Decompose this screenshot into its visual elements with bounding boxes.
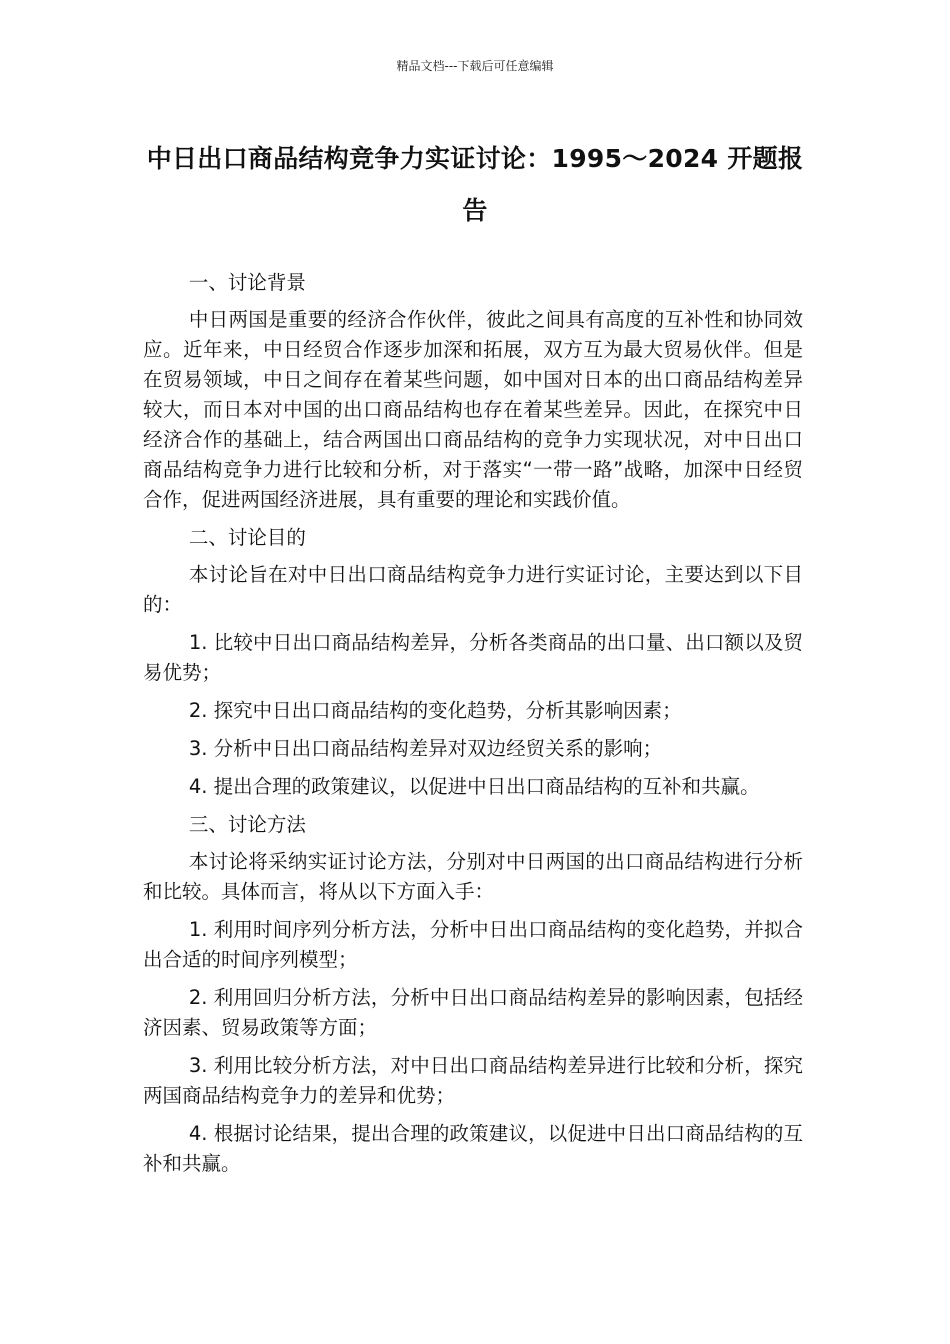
objective-item-1: 1. 比较中日出口商品结构差异，分析各类商品的出口量、出口额以及贸易优势； (143, 631, 803, 684)
objective-item-2: 2. 探究中日出口商品结构的变化趋势，分析其影响因素； (188, 699, 682, 722)
objective-item-3: 3. 分析中日出口商品结构差异对双边经贸关系的影响； (188, 737, 663, 760)
objective-item-4: 4. 提出合理的政策建议，以促进中日出口商品结构的互补和共赢。 (188, 775, 760, 798)
document-title: 中日出口商品结构竞争力实证讨论：1995～2024 开题报告 (146, 144, 804, 225)
method-item-2: 2. 利用回归分析方法，分析中日出口商品结构差异的影响因素，包括经济因素、贸易政策等方面； (143, 986, 803, 1039)
objectives-intro: 本讨论旨在对中日出口商品结构竞争力进行实证讨论，主要达到以下目的： (143, 563, 803, 616)
method-item-3: 3. 利用比较分析方法，对中日出口商品结构差异进行比较和分析，探究两国商品结构竞争力的差异和优势； (143, 1054, 803, 1107)
background-paragraph: 中日两国是重要的经济合作伙伴，彼此之间具有高度的互补性和协同效应。近年来，中日经贸合作逐步加深和拓展，双方互为最大贸易伙伴。但是在贸易领域，中日之间存在着某些问题，如中国对日本的出口商品结构差异较大，而日本对中国的出口商品结构也存在着某些差异。因此，在探究中日经济合作的基础上，结合两国出口商品结构的竞争力实现状况，对中日出口商品结构竞争力进行比较和分析，对于落实“一带一路”战略，加深中日经贸合作，促进两国经济进展，具有重要的理论和实践价值。 (143, 308, 803, 511)
method-item-1: 1. 利用时间序列分析方法，分析中日出口商品结构的变化趋势，并拟合出合适的时间序列模型； (143, 918, 803, 971)
document-body (143, 268, 803, 1187)
section-heading-methods: 三、讨论方法 (188, 813, 306, 836)
header-note: 精品文档---下载后可任意编辑 (396, 59, 554, 73)
method-item-4: 4. 根据讨论结果，提出合理的政策建议，以促进中日出口商品结构的互补和共赢。 (143, 1122, 803, 1175)
section-heading-objectives: 二、讨论目的 (188, 526, 306, 549)
methods-intro: 本讨论将采纳实证讨论方法，分别对中日两国的出口商品结构进行分析和比较。具体而言，将从以下方面入手： (143, 850, 803, 903)
section-heading-background: 一、讨论背景 (188, 271, 306, 294)
